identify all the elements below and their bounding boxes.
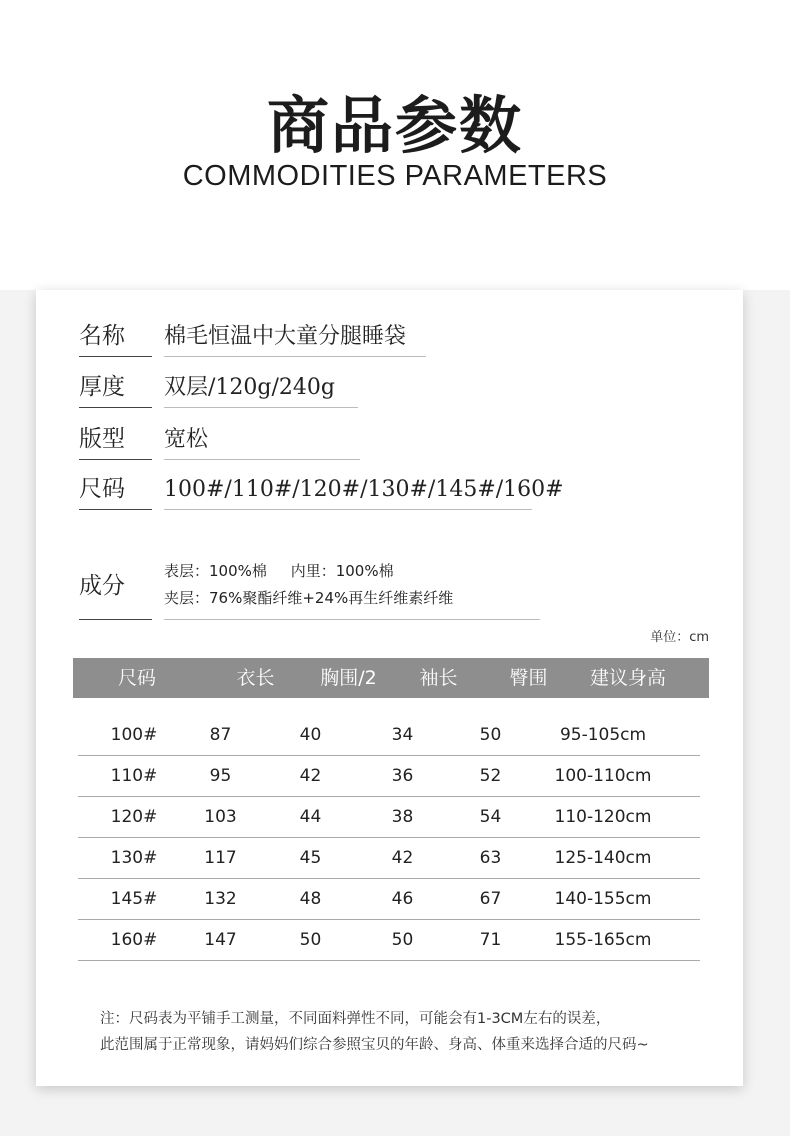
table-cell: 147	[204, 930, 237, 950]
table-cell: 110-120cm	[554, 807, 652, 827]
composition-line-1: 表层：100%棉 内里：100%棉	[164, 562, 394, 580]
table-cell: 103	[204, 807, 237, 827]
table-cell: 140-155cm	[554, 889, 652, 909]
table-cell: 100-110cm	[554, 766, 652, 786]
table-cell: 95	[209, 766, 232, 786]
param-label: 尺码	[79, 469, 152, 510]
header-hip: 臀围	[509, 667, 548, 689]
header-size: 尺码	[117, 667, 156, 689]
table-cell: 71	[479, 930, 502, 950]
table-cell: 132	[204, 889, 237, 909]
header-height: 建议身高	[589, 667, 666, 689]
table-cell: 54	[479, 807, 502, 827]
size-table-header	[73, 658, 709, 698]
page-subtitle: COMMODITIES PARAMETERS	[182, 160, 608, 192]
composition-lines	[164, 558, 540, 620]
table-row	[78, 756, 700, 797]
composition-label: 成分	[79, 558, 152, 620]
header-length: 衣长	[236, 667, 275, 689]
header-sleeve: 袖长	[419, 667, 458, 689]
table-row	[78, 797, 700, 838]
table-cell: 145#	[110, 889, 158, 909]
header	[0, 0, 790, 290]
composition-line-2: 夹层：76%聚酯纤维+24%再生纤维素纤维	[164, 589, 454, 607]
table-cell: 50	[299, 930, 322, 950]
table-cell: 42	[299, 766, 322, 786]
table-row	[78, 879, 700, 920]
table-cell: 67	[479, 889, 502, 909]
table-cell: 44	[299, 807, 322, 827]
table-cell: 45	[299, 848, 322, 868]
table-row	[78, 838, 700, 879]
note-line-2: 此范围属于正常现象，请妈妈们综合参照宝贝的年龄、身高、体重来选择合适的尺码~	[100, 1037, 649, 1053]
table-cell: 36	[391, 766, 414, 786]
table-cell: 155-165cm	[554, 930, 652, 950]
table-row	[78, 920, 700, 961]
param-label: 版型	[79, 419, 152, 460]
param-label: 厚度	[79, 367, 152, 408]
table-cell: 95-105cm	[559, 725, 647, 745]
table-cell: 46	[391, 889, 414, 909]
table-cell: 120#	[110, 807, 158, 827]
unit-label: 单位：cm	[650, 630, 709, 645]
table-cell: 48	[299, 889, 322, 909]
parameter-card	[36, 290, 743, 1086]
table-cell: 130#	[110, 848, 158, 868]
table-cell: 50	[479, 725, 502, 745]
param-value: 棉毛恒温中大童分腿睡袋	[164, 316, 426, 357]
table-cell: 117	[204, 848, 237, 868]
table-cell: 87	[209, 725, 232, 745]
table-cell: 100#	[110, 725, 158, 745]
param-value: 宽松	[164, 419, 360, 460]
measurement-note	[100, 1006, 720, 1058]
table-cell: 50	[391, 930, 414, 950]
table-cell: 63	[479, 848, 502, 868]
composition-row	[79, 558, 539, 620]
param-label: 名称	[79, 316, 152, 357]
table-cell: 34	[391, 725, 414, 745]
table-cell: 40	[299, 725, 322, 745]
param-value: 双层/120g/240g	[164, 367, 358, 408]
table-cell: 52	[479, 766, 502, 786]
note-line-1: 注：尺码表为平铺手工测量，不同面料弹性不同，可能会有1-3CM左右的误差，	[100, 1011, 611, 1027]
page-title: 商品参数	[266, 89, 523, 162]
param-value: 100#/110#/120#/130#/145#/160#	[164, 469, 532, 510]
table-cell: 38	[391, 807, 414, 827]
table-cell: 110#	[110, 766, 158, 786]
table-row	[78, 715, 700, 756]
table-cell: 125-140cm	[554, 848, 652, 868]
header-chest: 胸围/2	[320, 667, 377, 689]
table-cell: 42	[391, 848, 414, 868]
table-cell: 160#	[110, 930, 158, 950]
